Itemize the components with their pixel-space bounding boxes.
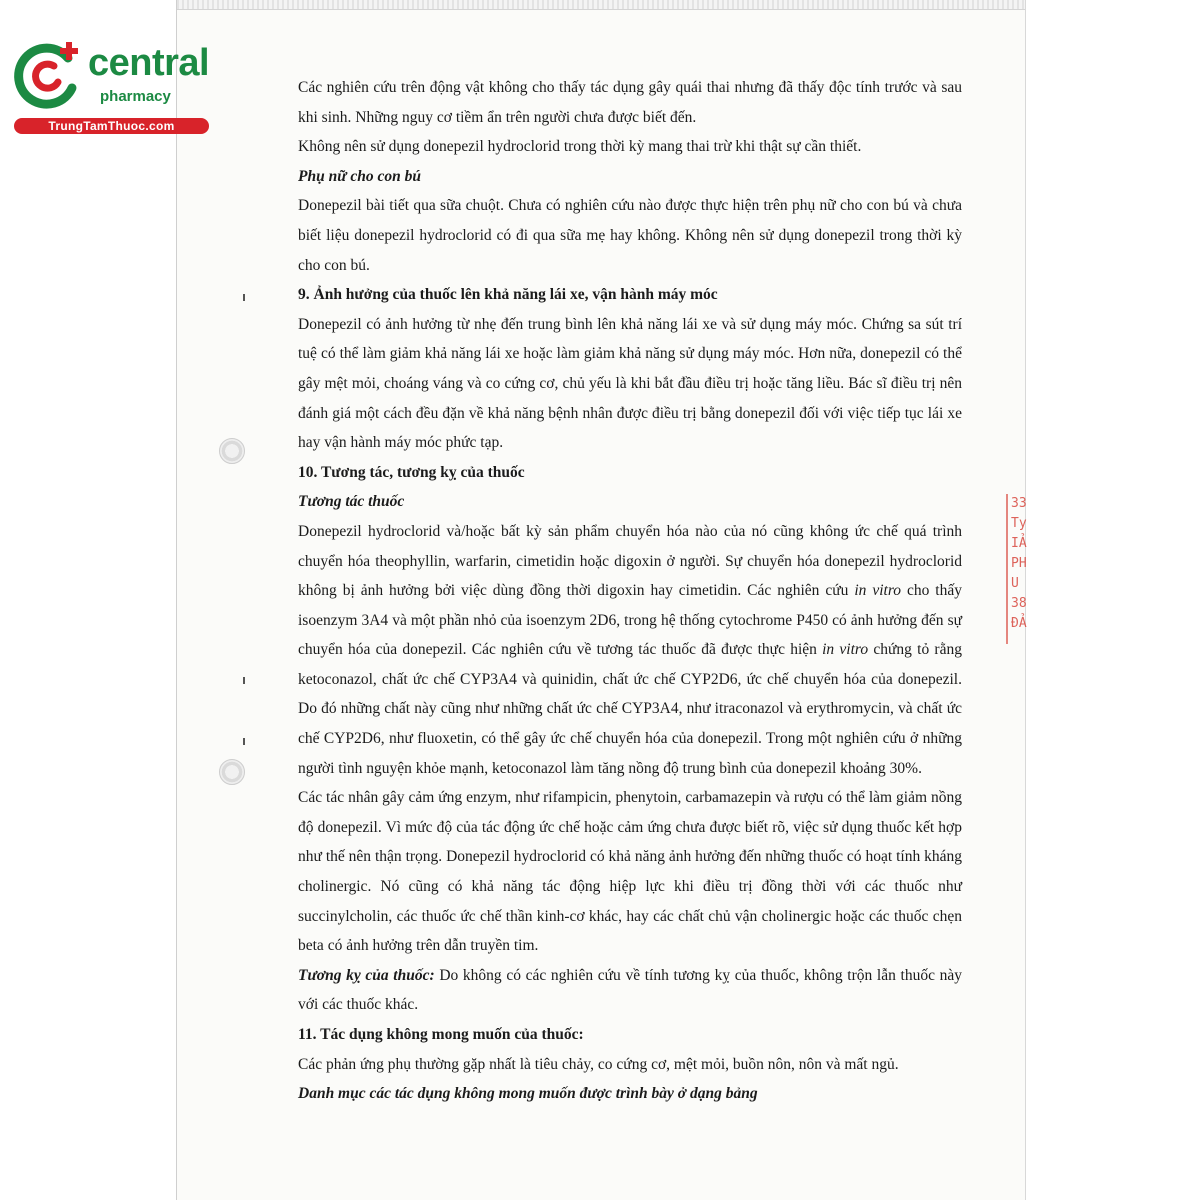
- subsection-heading: Danh mục các tác dụng không mong muốn được trình bày ở dạng bảng: [298, 1085, 758, 1103]
- punch-hole: [219, 759, 245, 785]
- pharmacy-cross-icon: [10, 36, 90, 116]
- stamp-fragment: 33 Ty IẢ PH U 38 ĐẢ: [1006, 494, 1033, 644]
- paragraph: Các nghiên cứu trên động vật không cho thấy tác dụng gây quái thai nhưng đã thấy độc tính trước và sau khi sinh. Những nguy cơ tiềm ẩn trên người chưa được biết đến.: [298, 79, 962, 126]
- paragraph: Các tác nhân gây cảm ứng enzym, như rifampicin, phenytoin, carbamazepin và rượu có thể làm giảm nồng độ donepezil. Vì mức độ của tác động ức chế hoặc cảm ứng chưa được biết rõ, việc sử dụng thuốc kết hợp như thế nên thận trọng. Donepezil hydroclorid có khả năng ảnh hưởng đến những thuốc có hoạt tính kháng cholinergic. Nó cũng có khả năng tác động hiệp lực khi điều trị đồng thời với các thuốc như succinylcholin, các thuốc ức chế thần kinh-cơ khác, hay các chất chủ vận cholinergic hoặc các thuốc chẹn beta có ảnh hưởng trên dẫn truyền tim.: [298, 789, 962, 955]
- text-run: cho thấy isoenzym 3A4 và một phần nhỏ của isoenzym 2D6, trong hệ thống cytochrome P450 có ảnh hưởng đến sự chuyển hóa của donepezil. Các nghiên cứu về tương tác thuốc đã được thực hiện: [298, 582, 962, 659]
- brand-name: central: [88, 42, 210, 84]
- document-body: [298, 73, 962, 1109]
- section-heading: 9. Ảnh hưởng của thuốc lên khả năng lái xe, vận hành máy móc: [298, 286, 718, 304]
- text-run: in vitro: [822, 641, 869, 659]
- margin-mark: [243, 738, 245, 745]
- text-run: in vitro: [854, 582, 902, 600]
- brand-subtitle: pharmacy: [100, 88, 171, 105]
- paragraph: [298, 961, 962, 1020]
- paragraph: Không nên sử dụng donepezil hydroclorid trong thời kỳ mang thai trừ khi thật sự cần thiết.: [298, 138, 862, 156]
- text-run: Tương kỵ của thuốc:: [298, 966, 435, 984]
- scan-edge: [177, 0, 1025, 10]
- margin-mark: [243, 294, 245, 301]
- margin-mark: [243, 677, 245, 684]
- paragraph: Donepezil có ảnh hưởng từ nhẹ đến trung bình lên khả năng lái xe và sử dụng máy móc. Chứng sa sút trí tuệ có thể làm giảm khả năng lái xe hoặc làm giảm khả năng sử dụng máy móc. Hơn nữa, donepezil có thể gây mệt mỏi, choáng váng và co cứng cơ, chủ yếu là khi bắt đầu điều trị hoặc tăng liều. Bác sĩ điều trị nên đánh giá một cách đều đặn về khả năng bệnh nhân được điều trị bằng donepezil đối với việc tiếp tục lái xe hay vận hành máy móc phức tạp.: [298, 315, 962, 452]
- subsection-heading: Phụ nữ cho con bú: [298, 167, 421, 185]
- text-run: Donepezil hydroclorid và/hoặc bất kỳ sản phẩm chuyển hóa nào của nó cũng không ức chế quá trình chuyển hóa theophyllin, warfarin, cimetidin hoặc digoxin ở người. Sự chuyển hóa donepezil hydroclorid không bị ảnh hưởng bởi việc dùng đồng thời digoxin hay cimetidin. Các nghiên cứu: [298, 522, 962, 600]
- subsection-heading: Tương tác thuốc: [298, 493, 405, 511]
- paragraph: [298, 517, 962, 783]
- section-heading: 11. Tác dụng không mong muốn của thuốc:: [298, 1026, 584, 1043]
- text-run: Do không có các nghiên cứu về tính tương kỵ của thuốc, không trộn lẫn thuốc này với các thuốc khác.: [298, 966, 962, 1014]
- brand-logo[interactable]: [10, 36, 210, 136]
- paragraph: Các phản ứng phụ thường gặp nhất là tiêu chảy, co cứng cơ, mệt mỏi, buồn nôn, nôn và mất ngủ.: [298, 1055, 899, 1073]
- brand-url[interactable]: TrungTamThuoc.com: [14, 118, 209, 134]
- section-heading: 10. Tương tác, tương kỵ của thuốc: [298, 463, 525, 481]
- punch-hole: [219, 438, 245, 464]
- paragraph: Donepezil bài tiết qua sữa chuột. Chưa có nghiên cứu nào được thực hiện trên phụ nữ cho con bú và chưa biết liệu donepezil hydroclorid có đi qua sữa mẹ hay không. Không nên sử dụng donepezil trong thời kỳ cho con bú.: [298, 197, 962, 274]
- text-run: chứng tỏ rằng ketoconazol, chất ức chế CYP3A4 và quinidin, chất ức chế CYP2D6, ức chế chuyển hóa của donepezil. Do đó những chất này cũng như những chất ức chế CYP3A4, như itraconazol và erythromycin, và chất ức chế CYP2D6, như fluoxetin, có thể gây ức chế chuyển hóa của donepezil. Trong một nghiên cứu ở những người tình nguyện khỏe mạnh, ketoconazol làm tăng nồng độ trung bình của donepezil khoảng 30%.: [298, 641, 962, 777]
